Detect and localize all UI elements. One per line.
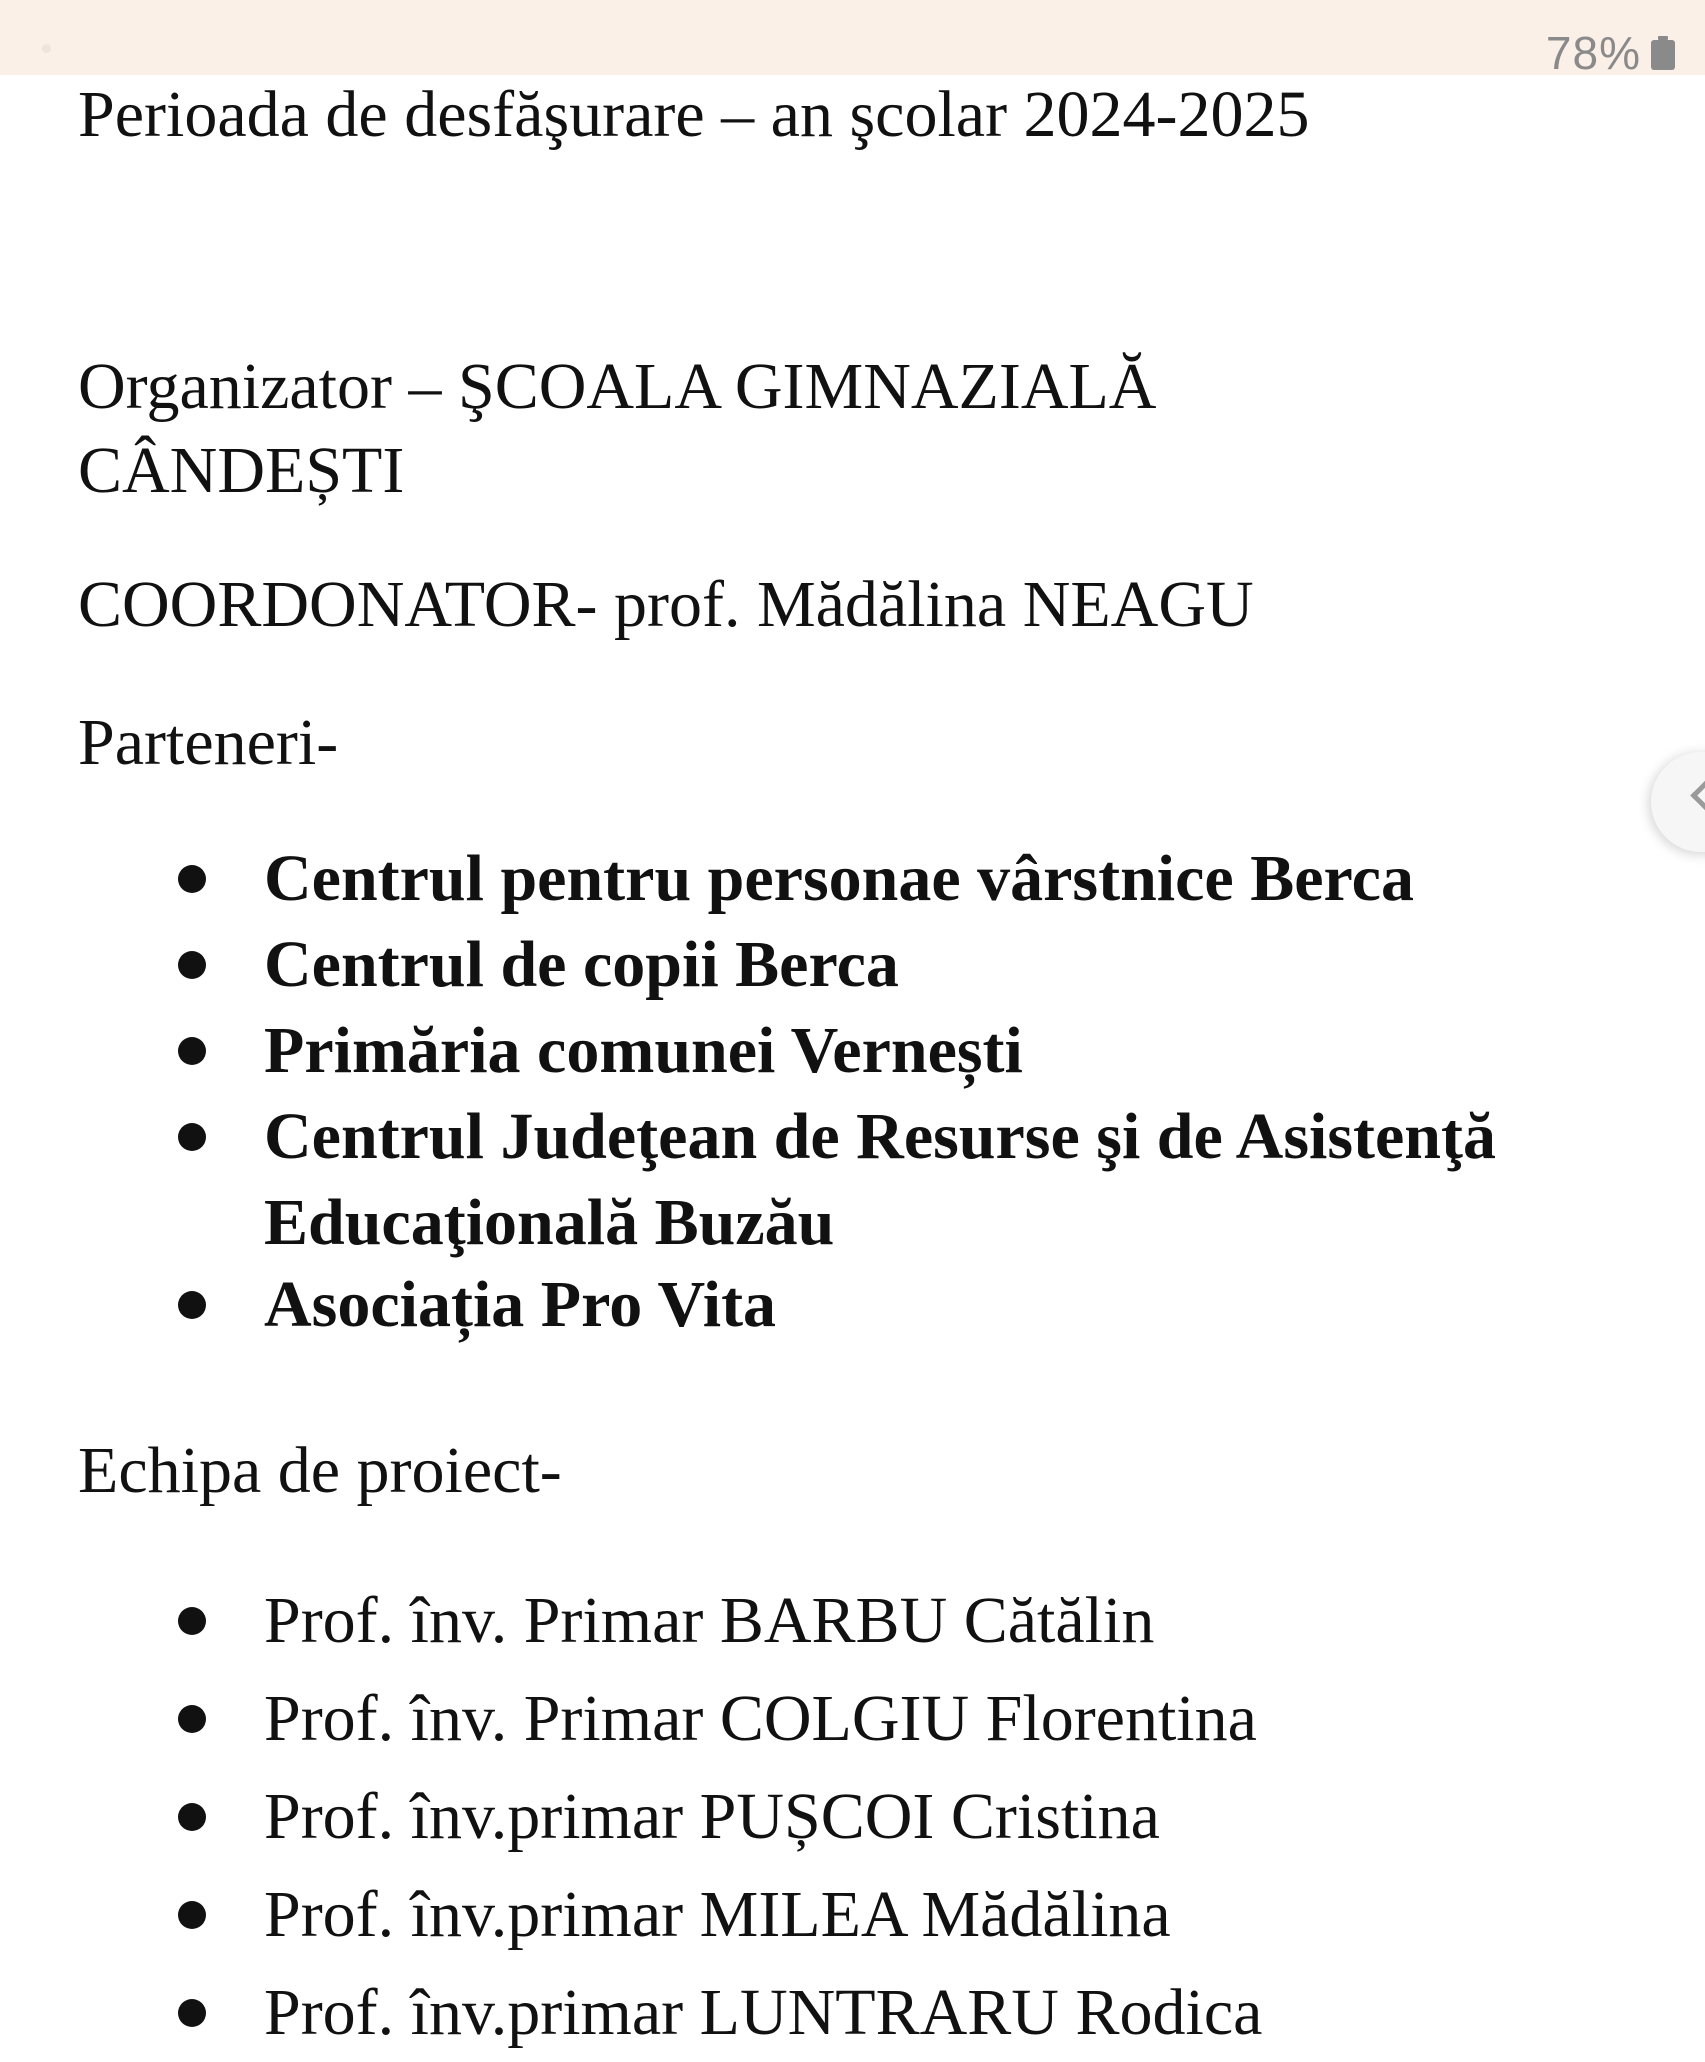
scroll-handle[interactable] bbox=[1651, 752, 1705, 852]
list-item: Asociația Pro Vita bbox=[0, 1262, 776, 1348]
chevron-left-icon bbox=[1690, 779, 1705, 812]
list-item: Prof. înv.primar LUNTRARU Rodica bbox=[0, 1964, 1262, 2062]
partners-list-continued bbox=[0, 1262, 776, 1348]
notification-dot-icon bbox=[42, 44, 51, 53]
list-item: Prof. înv.primar PUȘCOI Cristina bbox=[0, 1768, 1262, 1866]
coordinator-line: COORDONATOR- prof. Mădălina NEAGU bbox=[78, 568, 1254, 641]
team-list bbox=[0, 1572, 1262, 2062]
organizer-line-continued: CÂNDEȘTI bbox=[78, 434, 405, 507]
list-item: Primăria comunei Vernești bbox=[0, 1008, 1496, 1094]
team-heading: Echipa de proiect- bbox=[78, 1434, 562, 1507]
battery-percentage: 78% bbox=[1545, 27, 1641, 79]
list-item: Centrul Judeţean de Resurse şi de Asistenţă bbox=[0, 1094, 1496, 1180]
period-line: Perioada de desfăşurare – an şcolar 2024-2025 bbox=[78, 78, 1310, 151]
status-bar bbox=[0, 0, 1705, 79]
list-item: Centrul de copii Berca bbox=[0, 922, 1496, 1008]
list-item: Centrul pentru personae vârstnice Berca bbox=[0, 836, 1496, 922]
partners-heading: Parteneri- bbox=[78, 706, 339, 779]
list-item-continuation: Educaţională Buzău bbox=[264, 1186, 835, 1259]
battery-icon bbox=[1651, 36, 1675, 70]
list-item: Prof. înv. Primar BARBU Cătălin bbox=[0, 1572, 1262, 1670]
partners-list bbox=[0, 836, 1496, 1180]
list-item: Prof. înv. Primar COLGIU Florentina bbox=[0, 1670, 1262, 1768]
list-item: Prof. înv.primar MILEA Mădălina bbox=[0, 1866, 1262, 1964]
organizer-line: Organizator – ŞCOALA GIMNAZIALĂ bbox=[78, 350, 1157, 423]
